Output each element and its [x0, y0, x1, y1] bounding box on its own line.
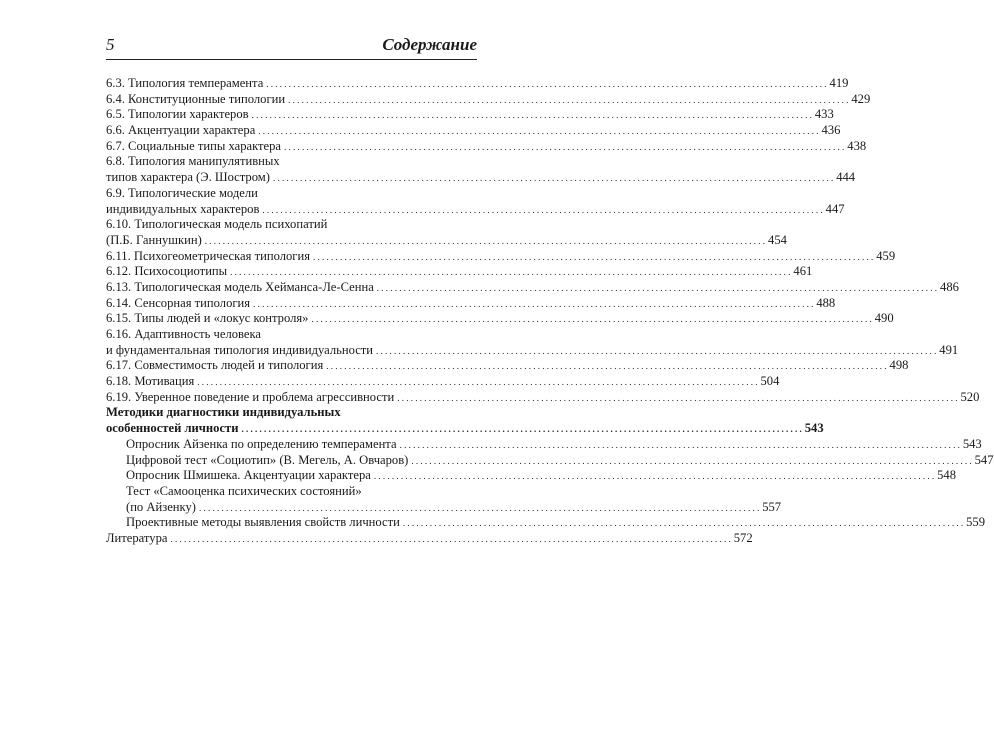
toc-entry-title: 6.7. Социальные типы характера	[106, 138, 282, 153]
dot-leader	[262, 202, 822, 219]
toc-entry	[106, 530, 753, 547]
toc-page-number: 433	[814, 107, 834, 122]
toc-entry-title: 6.8. Типология манипулятивных	[106, 154, 280, 169]
toc-entry	[106, 358, 909, 374]
dot-leader	[258, 123, 818, 140]
toc-page-number: 436	[821, 123, 841, 138]
toc-entry	[106, 185, 845, 217]
toc-entry	[106, 483, 782, 515]
toc-entry-title: (П.Б. Ганнушкин)	[106, 232, 202, 247]
dot-leader	[374, 468, 934, 485]
toc-entry	[106, 91, 871, 108]
toc-page-number: 488	[816, 295, 836, 310]
dot-leader	[253, 296, 813, 313]
dot-leader	[230, 264, 790, 281]
dot-leader	[288, 92, 848, 109]
toc-entry-title: 6.18. Мотивация	[106, 374, 195, 389]
toc-entry-title: Опросник Айзенка по определению темперамента	[126, 436, 397, 451]
toc-entry	[106, 436, 982, 453]
dot-leader	[376, 343, 936, 360]
toc-entry-title: 6.6. Акцентуации характера	[106, 123, 256, 138]
toc-entry	[106, 107, 834, 123]
toc-entry-title: 6.11. Психогеометрическая типология	[106, 248, 310, 263]
toc-entry-title: Цифровой тест «Социотип» (В. Мегель, А. Овчаров)	[126, 452, 409, 467]
dot-leader	[199, 500, 759, 517]
toc-entry	[106, 389, 980, 406]
toc-page-number: 447	[825, 201, 845, 216]
toc-entry-title: 6.16. Адаптивность человека	[106, 327, 262, 341]
toc-page-number: 504	[760, 374, 780, 389]
toc-page-number: 438	[847, 138, 867, 153]
toc-entry	[106, 452, 994, 469]
toc-entry	[106, 264, 813, 280]
dot-leader	[326, 358, 886, 375]
toc-entry-title: Проективные методы выявления свойств личности	[126, 515, 400, 530]
toc-entry-title: 6.9. Типологические модели	[106, 185, 258, 200]
toc-entry-title: индивидуальных характеров	[106, 201, 260, 216]
toc-page-number: 557	[762, 499, 782, 514]
toc-entry	[106, 405, 824, 436]
dot-leader	[170, 531, 730, 548]
toc-entry-title: 6.17. Совместимость людей и типология	[106, 358, 324, 373]
toc-entry-title: 6.12. Психосоциотипы	[106, 264, 228, 279]
toc-page-number: 498	[889, 358, 909, 373]
toc-entry-title: 6.3. Типология темперамента	[106, 76, 264, 90]
toc-entry-title: 6.15. Типы людей и «локус контроля»	[106, 311, 309, 326]
toc-entry-title: 6.4. Конституционные типологии	[106, 91, 286, 106]
running-title: Содержание	[382, 35, 477, 54]
toc-entry	[106, 154, 856, 185]
toc-entry-title: 6.5. Типологии характеров	[106, 107, 249, 122]
toc-entry	[106, 311, 894, 327]
toc-entry-title: 6.14. Сенсорная типология	[106, 295, 251, 310]
toc-entry-title: Опросник Шмишека. Акцентуации характера	[126, 468, 371, 483]
toc-entry-title: особенностей личности	[106, 421, 239, 436]
toc-page-number: 547	[974, 452, 994, 467]
page-number: 5	[106, 35, 115, 54]
dot-leader	[197, 374, 757, 391]
toc-entry-title: и фундаментальная типология индивидуальности	[106, 342, 374, 357]
dot-leader	[311, 311, 871, 328]
toc-page-number: 486	[940, 279, 959, 294]
toc-page-number: 454	[768, 232, 787, 247]
dot-leader	[400, 437, 960, 454]
dot-leader	[205, 233, 765, 250]
toc-entry	[106, 327, 959, 358]
toc-page-number: 444	[836, 170, 856, 185]
toc-page-number: 461	[793, 264, 813, 279]
table-of-contents	[106, 76, 994, 547]
toc-page-number: 459	[876, 248, 896, 263]
toc-entry	[106, 279, 959, 296]
toc-entry-title: (по Айзенку)	[126, 499, 196, 514]
toc-entry	[106, 76, 849, 92]
toc-entry	[106, 123, 841, 139]
toc-entry-title: 6.13. Типологическая модель Хейманса-Ле-Сенна	[106, 279, 374, 294]
toc-page-number: 520	[960, 389, 980, 404]
dot-leader	[242, 421, 802, 438]
toc-page-number: 419	[829, 76, 849, 90]
toc-page-number: 543	[962, 436, 982, 451]
toc-entry-title: 6.10. Типологическая модель психопатий	[106, 217, 328, 232]
toc-page-number: 559	[966, 515, 985, 530]
dot-leader	[284, 139, 844, 156]
toc-entry-title: типов характера (Э. Шостром)	[106, 170, 270, 185]
toc-page-number: 491	[939, 342, 959, 357]
toc-entry	[106, 295, 836, 312]
toc-entry-title: 6.19. Уверенное поведение и проблема агрессивности	[106, 389, 395, 404]
dot-leader	[411, 453, 971, 470]
dot-leader	[266, 76, 826, 93]
toc-entry-title: Литература	[106, 530, 168, 545]
toc-entry	[106, 374, 780, 390]
toc-entry	[106, 217, 787, 248]
toc-entry	[106, 515, 985, 531]
toc-entry	[106, 248, 896, 265]
toc-entry-title: Тест «Самооценка психических состояний»	[126, 483, 362, 498]
toc-page-number: 548	[937, 468, 956, 483]
toc-entry	[106, 138, 867, 155]
dot-leader	[273, 170, 833, 187]
toc-page-number: 572	[733, 530, 753, 545]
toc-entry-title: Методики диагностики индивидуальных	[106, 405, 341, 420]
header-rule	[106, 59, 477, 60]
toc-page-number: 543	[804, 421, 824, 436]
toc-page-number: 429	[851, 91, 871, 106]
toc-entry	[106, 468, 956, 484]
dot-leader	[252, 107, 812, 124]
toc-page-number: 490	[874, 311, 894, 326]
dot-leader	[403, 515, 963, 532]
dot-leader	[313, 249, 873, 266]
dot-leader	[377, 280, 937, 297]
dot-leader	[397, 390, 957, 407]
